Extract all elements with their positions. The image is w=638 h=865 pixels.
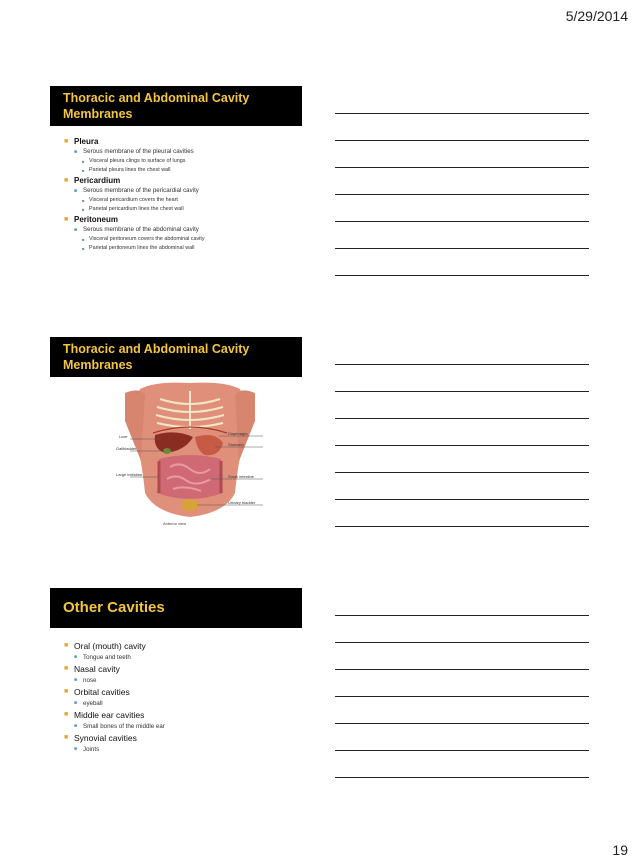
note-line	[335, 750, 589, 751]
bullet-level1: ■ Orbital cavities	[64, 687, 130, 697]
label-gallbladder: Gallbladder	[116, 446, 137, 451]
bullet-icon: ■	[74, 746, 78, 752]
slide-thumbnail-3	[50, 588, 302, 822]
bullet-level1: ■ Pleura	[64, 137, 99, 146]
bullet-level3: ■ Parietal pericardium lines the chest wall	[82, 206, 184, 212]
label-stomach: Stomach	[228, 442, 244, 447]
bullet-icon: ■	[64, 216, 69, 223]
bullet-icon: ■	[82, 159, 85, 164]
bullet-level1: ■ Nasal cavity	[64, 664, 120, 674]
slide-body	[64, 136, 296, 253]
bullet-icon: ■	[64, 665, 69, 672]
note-line	[335, 723, 589, 724]
bullet-level1: ■ Oral (mouth) cavity	[64, 641, 146, 651]
bullet-level2: ■ Joints	[74, 746, 100, 753]
label-liver: Liver	[119, 434, 128, 439]
bullet-level3: ■ Visceral pericardium covers the heart	[82, 197, 178, 203]
bullet-icon: ■	[74, 723, 78, 729]
bullet-level1: ■ Peritoneum	[64, 215, 119, 224]
note-line	[335, 526, 589, 527]
bullet-level1: ■ Middle ear cavities	[64, 710, 145, 720]
slide-thumbnail-1	[50, 86, 302, 320]
bullet-icon: ■	[82, 198, 85, 203]
note-line	[335, 642, 589, 643]
bullet-icon: ■	[82, 168, 85, 173]
label-large-intestine: Large intestine	[116, 472, 143, 477]
bullet-level2: ■ nose	[74, 677, 97, 684]
bullet-level3: ■ Visceral peritoneum covers the abdominal cavity	[82, 236, 205, 242]
note-line	[335, 391, 589, 392]
note-line	[335, 615, 589, 616]
bullet-icon: ■	[82, 237, 85, 242]
note-line	[335, 364, 589, 365]
print-date: 5/29/2014	[565, 8, 628, 24]
note-line	[335, 167, 589, 168]
label-urinary-bladder: Urinary bladder	[228, 500, 256, 505]
note-line	[335, 113, 589, 114]
bullet-level3: ■ Parietal peritoneum lines the abdominal wall	[82, 245, 195, 251]
bullet-icon: ■	[82, 246, 85, 251]
note-line	[335, 221, 589, 222]
bullet-icon: ■	[74, 677, 78, 683]
note-line	[335, 669, 589, 670]
bullet-icon: ■	[64, 688, 69, 695]
bullet-level3: ■ Visceral pleura clings to surface of lungs	[82, 158, 186, 164]
slide-title: Thoracic and Abdominal Cavity Membranes	[63, 91, 250, 121]
page-number: 19	[612, 842, 628, 858]
slide-title-bar	[50, 86, 302, 126]
bullet-level1: ■ Synovial cavities	[64, 733, 137, 743]
bullet-icon: ■	[74, 654, 78, 660]
note-line	[335, 499, 589, 500]
label-diaphragm: Diaphragm	[228, 431, 248, 436]
bullet-icon: ■	[74, 700, 78, 706]
bullet-level2: ■ Small bones of the middle ear	[74, 723, 165, 730]
note-line	[335, 696, 589, 697]
note-line	[335, 248, 589, 249]
bullet-icon: ■	[74, 188, 78, 194]
slide-title: Thoracic and Abdominal Cavity Membranes	[63, 342, 250, 372]
note-line	[335, 194, 589, 195]
bullet-level3: ■ Parietal pleura lines the chest wall	[82, 167, 171, 173]
bullet-icon: ■	[82, 207, 85, 212]
label-small-intestine: Small intestine	[228, 474, 255, 479]
bullet-icon: ■	[64, 138, 69, 145]
bullet-level2: ■ eyeball	[74, 700, 103, 707]
bullet-icon: ■	[64, 177, 69, 184]
bullet-icon: ■	[64, 734, 69, 741]
note-line	[335, 275, 589, 276]
bullet-level2: ■ Serous membrane of the pericardial cavity	[74, 187, 199, 194]
bullet-level1: ■ Pericardium	[64, 176, 121, 185]
slide-title-bar	[50, 337, 302, 377]
bullet-icon: ■	[64, 642, 69, 649]
note-line	[335, 140, 589, 141]
note-line	[335, 418, 589, 419]
note-line	[335, 777, 589, 778]
bullet-level2: ■ Tongue and teeth	[74, 654, 131, 661]
slide-title-bar	[50, 588, 302, 628]
bullet-icon: ■	[74, 227, 78, 233]
slide-body	[64, 640, 296, 755]
note-line	[335, 445, 589, 446]
bullet-level2: ■ Serous membrane of the abdominal cavity	[74, 226, 199, 233]
bullet-icon: ■	[64, 711, 69, 718]
note-line	[335, 472, 589, 473]
bullet-level2: ■ Serous membrane of the pleural cavities	[74, 148, 194, 155]
bullet-icon: ■	[74, 149, 78, 155]
anatomy-illustration	[115, 381, 265, 527]
slide-thumbnail-2	[50, 337, 302, 571]
slide-title: Other Cavities	[63, 599, 165, 616]
figure-caption: Anterior view	[163, 521, 187, 526]
